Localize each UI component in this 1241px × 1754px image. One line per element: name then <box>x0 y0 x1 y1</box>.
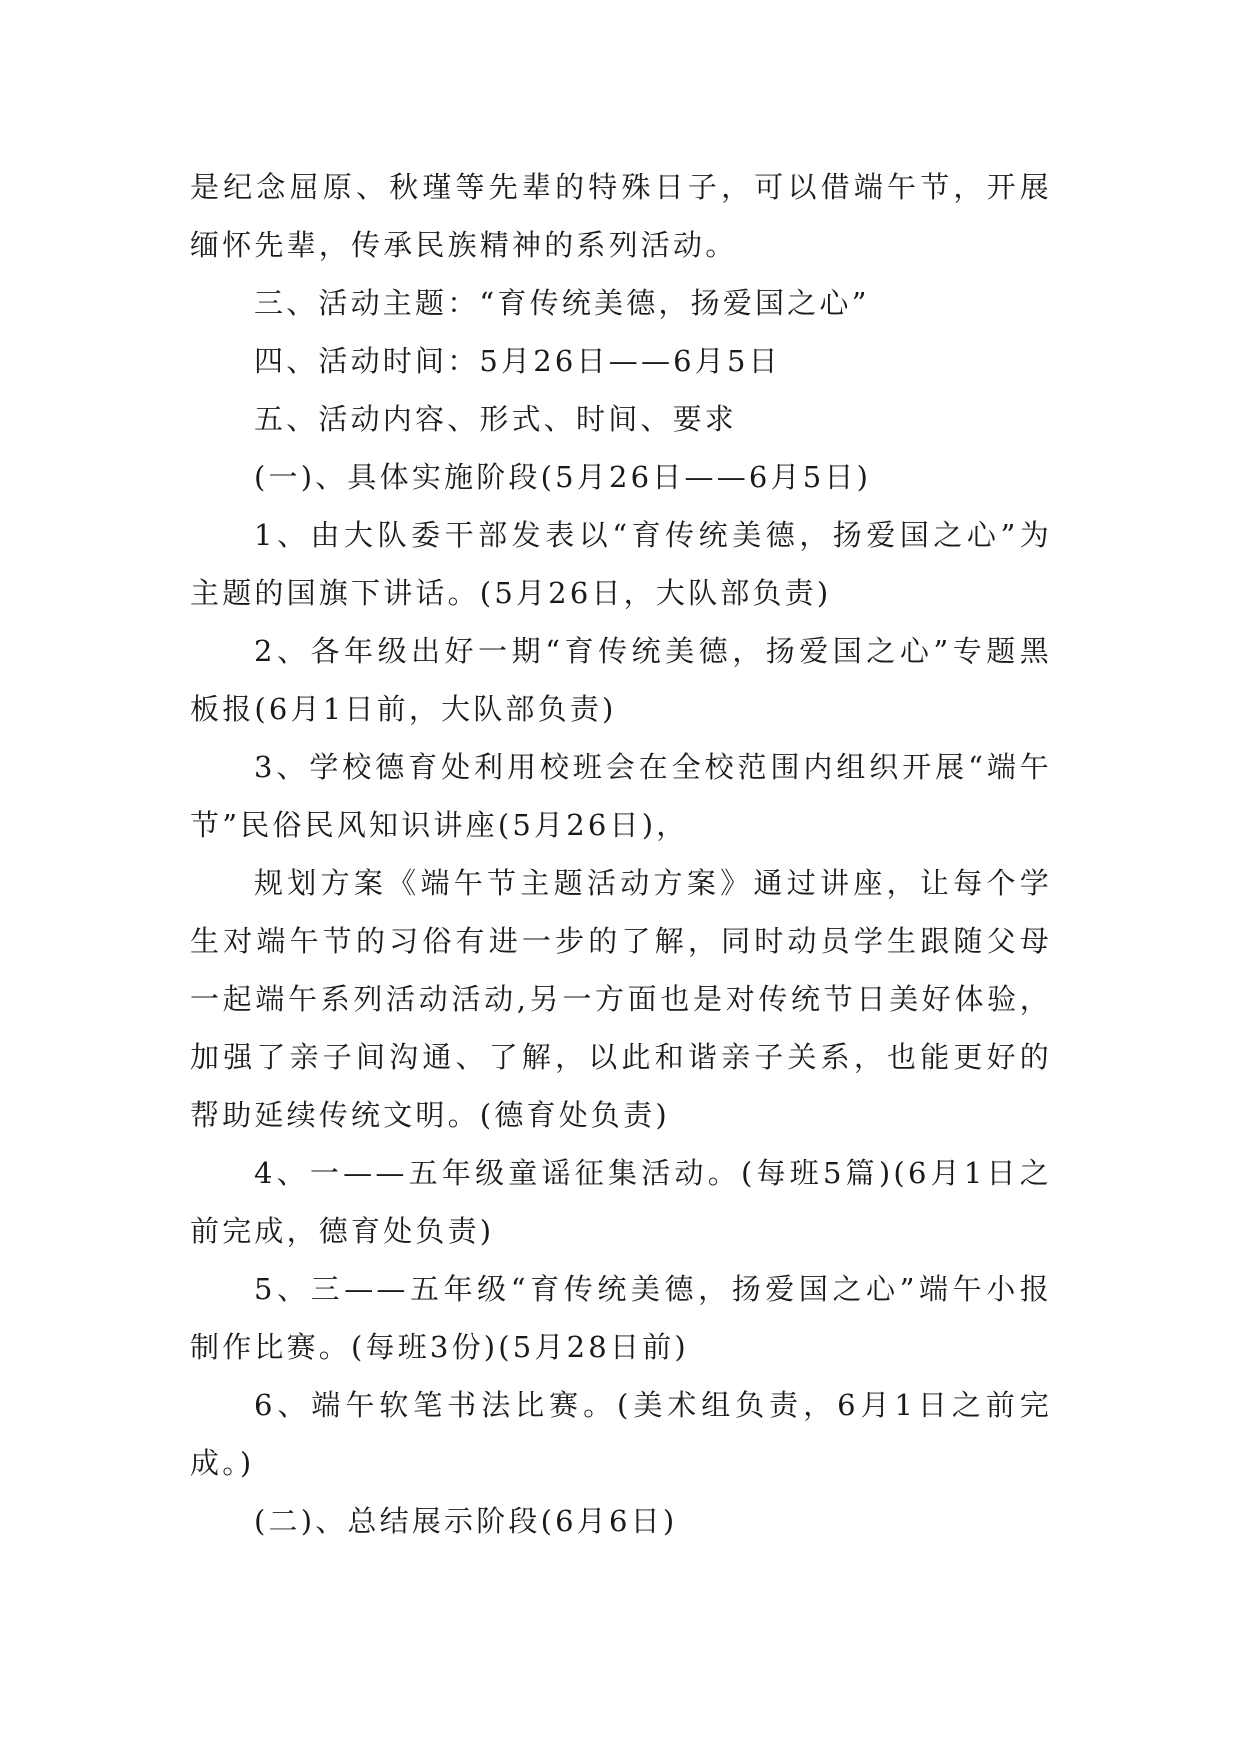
paragraph-intro-continued: 是纪念屈原、秋瑾等先辈的特殊日子，可以借端午节，开展缅怀先辈，传承民族精神的系列活动。 <box>190 170 1052 262</box>
paragraph-item-6: 6、端午软笔书法比赛。(美术组负责，6月1日之前完成。) <box>190 1388 1052 1480</box>
paragraph-plan-description: 规划方案《端午节主题活动方案》通过讲座，让每个学生对端午节的习俗有进一步的了解，同时动员学生跟随父母一起端午系列活动活动,另一方面也是对传统节日美好体验，加强了亲子间沟通、了解，以此和谐亲子关系，也能更好的帮助延续传统文明。(德育处负责) <box>190 866 1052 1132</box>
paragraph-item-1: 1、由大队委干部发表以“育传统美德，扬爱国之心”为主题的国旗下讲话。(5月26日，大队部负责) <box>190 518 1052 610</box>
paragraph-item-5: 5、三——五年级“育传统美德，扬爱国之心”端午小报制作比赛。(每班3份)(5月28日前) <box>190 1272 1052 1364</box>
paragraph-summary-stage: (二)、总结展示阶段(6月6日) <box>254 1504 678 1538</box>
paragraph-activity-content-heading: 五、活动内容、形式、时间、要求 <box>254 402 738 436</box>
paragraph-item-2: 2、各年级出好一期“育传统美德，扬爱国之心”专题黑板报(6月1日前，大队部负责) <box>190 634 1052 726</box>
paragraph-item-3: 3、学校德育处利用校班会在全校范围内组织开展“端午节”民俗民风知识讲座(5月26日)， <box>190 750 1052 842</box>
paragraph-activity-theme: 三、活动主题：“育传统美德，扬爱国之心” <box>254 286 870 320</box>
document-body <box>190 158 1052 1550</box>
paragraph-implementation-stage: (一)、具体实施阶段(5月26日——6月5日) <box>254 460 872 494</box>
paragraph-item-4: 4、一——五年级童谣征集活动。(每班5篇)(6月1日之前完成，德育处负责) <box>190 1156 1052 1248</box>
paragraph-activity-time: 四、活动时间：5月26日——6月5日 <box>254 344 781 378</box>
